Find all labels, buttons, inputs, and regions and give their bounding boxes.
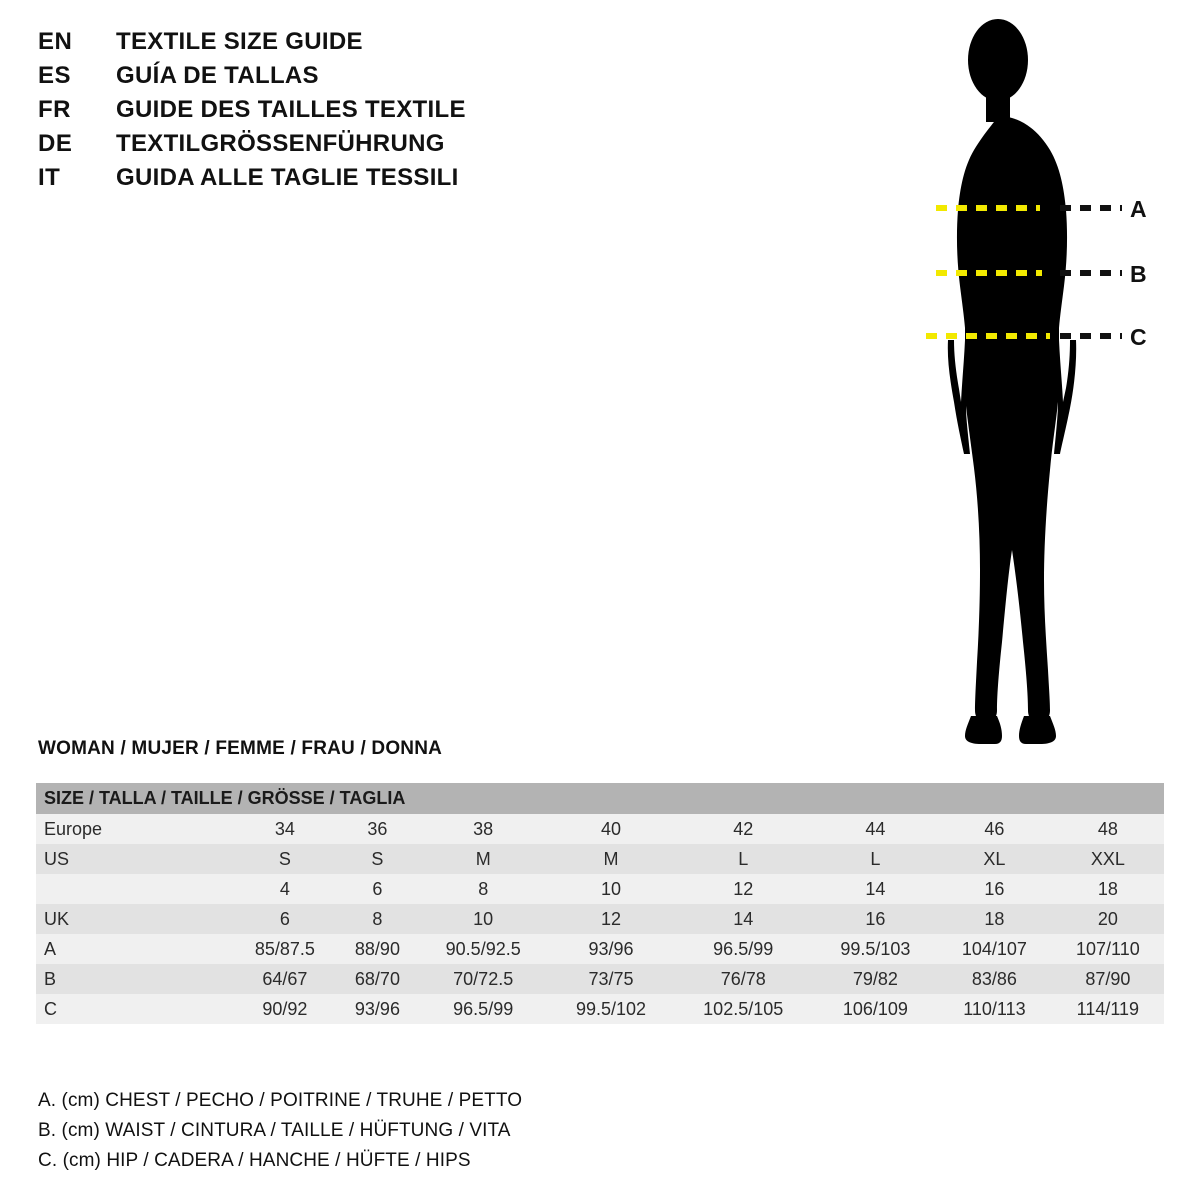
woman-silhouette-icon <box>860 10 1190 750</box>
title-row <box>38 62 658 96</box>
table-cell: L <box>814 844 937 874</box>
table-cell: 93/96 <box>338 994 417 1024</box>
title-lang-it: IT <box>38 164 61 191</box>
table-cell: 96.5/99 <box>417 994 549 1024</box>
title-text-it: GUIDA ALLE TAGLIE TESSILI <box>116 164 459 191</box>
title-row <box>38 164 658 198</box>
table-cell: 4 <box>232 874 338 904</box>
table-cell: 90/92 <box>232 994 338 1024</box>
title-lang-fr: FR <box>38 96 71 123</box>
table-cell: 114/119 <box>1052 994 1164 1024</box>
title-text-en: TEXTILE SIZE GUIDE <box>116 28 363 55</box>
title-text-fr: GUIDE DES TAILLES TEXTILE <box>116 96 466 123</box>
table-band-header-label: SIZE / TALLA / TAILLE / GRÖSSE / TAGLIA <box>36 783 1164 814</box>
table-cell: 93/96 <box>549 934 672 964</box>
measure-label-a: A <box>1130 196 1147 222</box>
table-cell: 104/107 <box>937 934 1052 964</box>
table-cell: 79/82 <box>814 964 937 994</box>
title-lang-en: EN <box>38 28 73 55</box>
table-cell: 76/78 <box>673 964 814 994</box>
table-cell: 36 <box>338 814 417 844</box>
table-cell: 6 <box>338 874 417 904</box>
table-cell: 20 <box>1052 904 1164 934</box>
measurement-legend <box>38 1090 522 1180</box>
table-cell: 102.5/105 <box>673 994 814 1024</box>
table-cell: 110/113 <box>937 994 1052 1024</box>
table-cell: 18 <box>1052 874 1164 904</box>
size-table <box>36 783 1164 1024</box>
title-row <box>38 130 658 164</box>
row-label <box>36 874 232 904</box>
table-cell: 18 <box>937 904 1052 934</box>
table-cell: 64/67 <box>232 964 338 994</box>
table-cell: 10 <box>549 874 672 904</box>
title-block <box>38 28 658 198</box>
section-heading: WOMAN / MUJER / FEMME / FRAU / DONNA <box>38 738 443 759</box>
legend-item-c: C. (cm) HIP / CADERA / HANCHE / HÜFTE / HIPS <box>38 1150 471 1171</box>
row-label: Europe <box>36 814 232 844</box>
table-row <box>36 874 1164 904</box>
size-figure <box>860 10 1190 750</box>
row-label: C <box>36 994 232 1024</box>
measure-label-c: C <box>1130 324 1147 350</box>
table-cell: 6 <box>232 904 338 934</box>
table-row <box>36 814 1164 844</box>
table-row <box>36 904 1164 934</box>
table-cell: 8 <box>417 874 549 904</box>
table-cell: M <box>417 844 549 874</box>
table-cell: 12 <box>549 904 672 934</box>
table-cell: 38 <box>417 814 549 844</box>
measure-label-b: B <box>1130 261 1147 287</box>
table-row <box>36 844 1164 874</box>
table-cell: 14 <box>673 904 814 934</box>
table-cell: 44 <box>814 814 937 844</box>
table-cell: 16 <box>814 904 937 934</box>
table-cell: S <box>338 844 417 874</box>
table-cell: S <box>232 844 338 874</box>
table-cell: 99.5/102 <box>549 994 672 1024</box>
legend-item-a: A. (cm) CHEST / PECHO / POITRINE / TRUHE / PETTO <box>38 1090 523 1111</box>
table-cell: 106/109 <box>814 994 937 1024</box>
table-cell: 88/90 <box>338 934 417 964</box>
title-lang-es: ES <box>38 62 72 89</box>
table-cell: M <box>549 844 672 874</box>
table-cell: 107/110 <box>1052 934 1164 964</box>
row-label: UK <box>36 904 232 934</box>
row-label: A <box>36 934 232 964</box>
table-cell: 70/72.5 <box>417 964 549 994</box>
table-cell: 48 <box>1052 814 1164 844</box>
table-cell: 42 <box>673 814 814 844</box>
table-cell: 16 <box>937 874 1052 904</box>
table-cell: 73/75 <box>549 964 672 994</box>
table-cell: 68/70 <box>338 964 417 994</box>
title-row <box>38 28 658 62</box>
table-cell: 87/90 <box>1052 964 1164 994</box>
table-cell: 14 <box>814 874 937 904</box>
table-cell: 10 <box>417 904 549 934</box>
table-cell: 12 <box>673 874 814 904</box>
table-cell: 8 <box>338 904 417 934</box>
title-text-de: TEXTILGRÖSSENFÜHRUNG <box>116 130 445 157</box>
row-label: B <box>36 964 232 994</box>
title-row <box>38 96 658 130</box>
title-text-es: GUÍA DE TALLAS <box>116 62 319 89</box>
table-cell: XXL <box>1052 844 1164 874</box>
table-cell: 96.5/99 <box>673 934 814 964</box>
table-cell: 46 <box>937 814 1052 844</box>
table-row <box>36 994 1164 1024</box>
table-cell: L <box>673 844 814 874</box>
table-cell: XL <box>937 844 1052 874</box>
title-lang-de: DE <box>38 130 73 157</box>
table-cell: 40 <box>549 814 672 844</box>
table-cell: 90.5/92.5 <box>417 934 549 964</box>
table-cell: 99.5/103 <box>814 934 937 964</box>
table-band-header <box>36 783 1164 814</box>
table-row <box>36 964 1164 994</box>
table-cell: 34 <box>232 814 338 844</box>
legend-item-b: B. (cm) WAIST / CINTURA / TAILLE / HÜFTUNG / VITA <box>38 1120 511 1141</box>
row-label: US <box>36 844 232 874</box>
table-cell: 83/86 <box>937 964 1052 994</box>
table-row <box>36 934 1164 964</box>
table-cell: 85/87.5 <box>232 934 338 964</box>
